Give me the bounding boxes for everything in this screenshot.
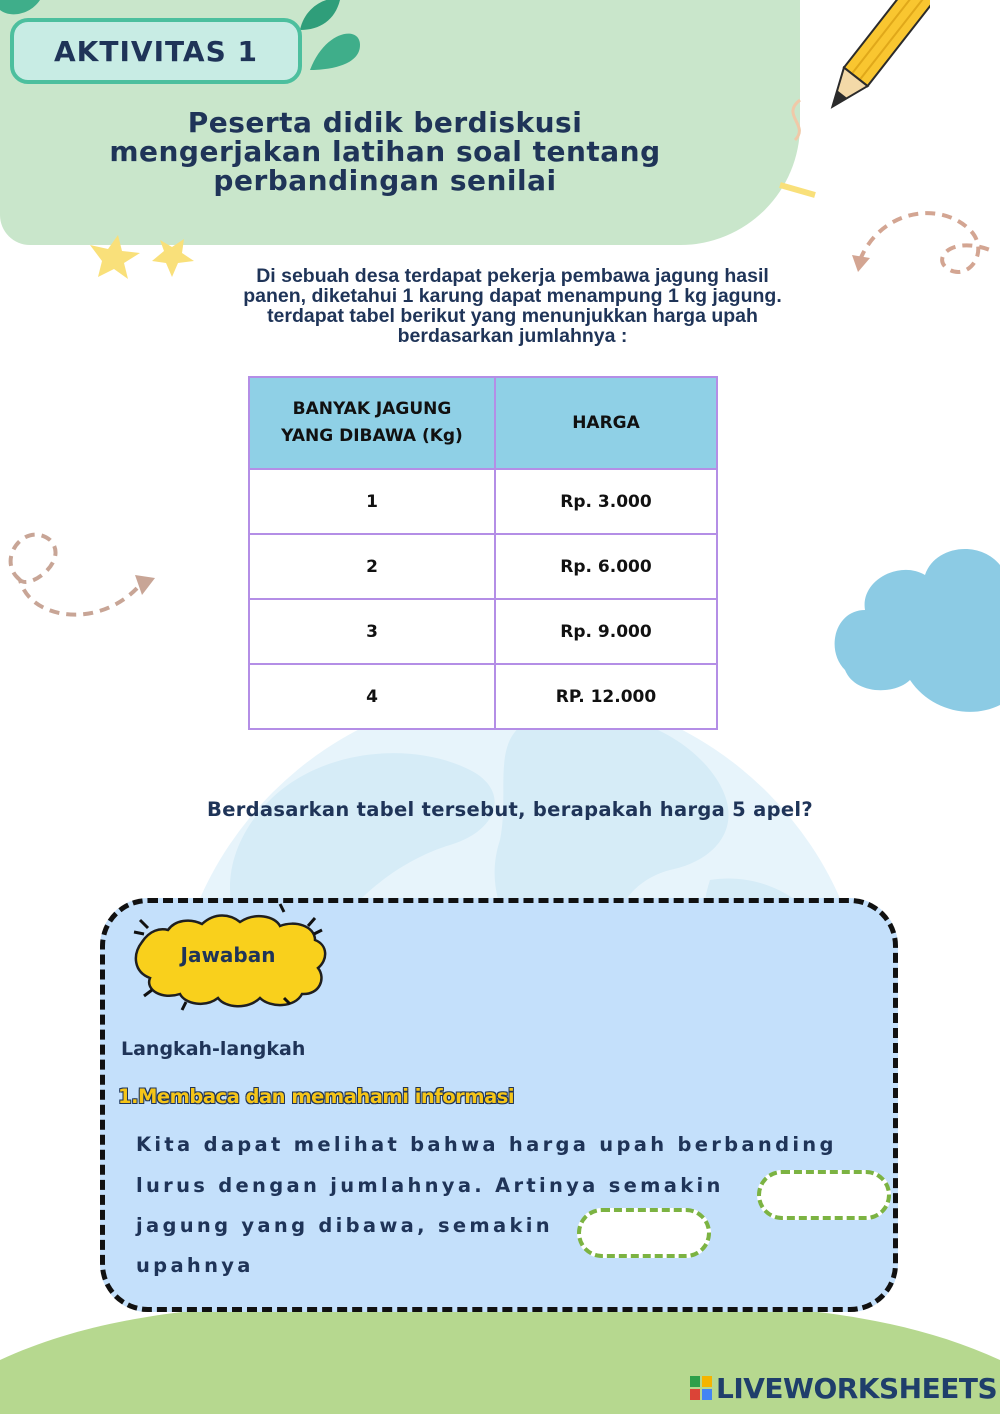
answer-line: upahnya	[136, 1254, 254, 1277]
answer-label: Jawaban	[180, 943, 276, 967]
activity-badge	[10, 18, 302, 84]
table-cell-price: Rp. 6.000	[495, 534, 717, 599]
table-row	[249, 469, 717, 534]
step-1-title: 1.Membaca dan memahami informasi	[118, 1085, 515, 1108]
answer-blank-1[interactable]	[757, 1170, 891, 1220]
table-cell-amount: 3	[249, 599, 495, 664]
logo-text: LIVEWORKSHEETS	[716, 1371, 998, 1405]
table-cell-amount: 1	[249, 469, 495, 534]
table-row	[249, 534, 717, 599]
intro-paragraph	[190, 266, 835, 346]
table-cell-price: Rp. 9.000	[495, 599, 717, 664]
answer-line: lurus dengan jumlahnya. Artinya semakin	[136, 1174, 724, 1197]
column-header-price: HARGA	[495, 377, 717, 469]
intro-line: Di sebuah desa terdapat pekerja pembawa jagung hasil	[256, 265, 769, 287]
cloud-decoration	[830, 545, 1000, 720]
intro-line: terdapat tabel berikut yang menunjukkan harga upah	[267, 305, 758, 327]
logo-mark-icon	[690, 1376, 712, 1400]
table-cell-amount: 2	[249, 534, 495, 599]
table-cell-amount: 4	[249, 664, 495, 729]
title-line: mengerjakan latihan soal tentang	[109, 135, 661, 168]
dashed-arrow-decoration-left	[0, 520, 170, 630]
table-header-row	[249, 377, 717, 469]
steps-heading: Langkah-langkah	[121, 1038, 306, 1060]
table-cell-price: RP. 12.000	[495, 664, 717, 729]
price-table	[248, 376, 718, 730]
leaf-decoration-small	[0, 0, 40, 20]
squiggle-decoration	[770, 95, 830, 205]
liveworksheets-logo	[690, 1370, 997, 1406]
answer-line: Kita dapat melihat bahwa harga upah berbanding	[136, 1133, 837, 1156]
table-cell-price: Rp. 3.000	[495, 469, 717, 534]
answer-line: jagung yang dibawa, semakin	[136, 1214, 553, 1237]
title-line: Peserta didik berdiskusi	[187, 106, 583, 139]
question-text: Berdasarkan tabel tersebut, berapakah harga 5 apel?	[207, 798, 813, 821]
intro-line: panen, diketahui 1 karung dapat menampung 1 kg jagung.	[243, 285, 782, 307]
answer-blank-2[interactable]	[577, 1208, 711, 1258]
activity-label: AKTIVITAS 1	[54, 34, 258, 68]
table-row	[249, 664, 717, 729]
dashed-arrow-decoration	[850, 200, 1000, 290]
page-title	[60, 108, 710, 195]
intro-line: berdasarkan jumlahnya :	[397, 325, 628, 347]
column-header-amount: BANYAK JAGUNG YANG DIBAWA (Kg)	[249, 377, 495, 469]
table-row	[249, 599, 717, 664]
title-line: perbandingan senilai	[213, 164, 557, 197]
